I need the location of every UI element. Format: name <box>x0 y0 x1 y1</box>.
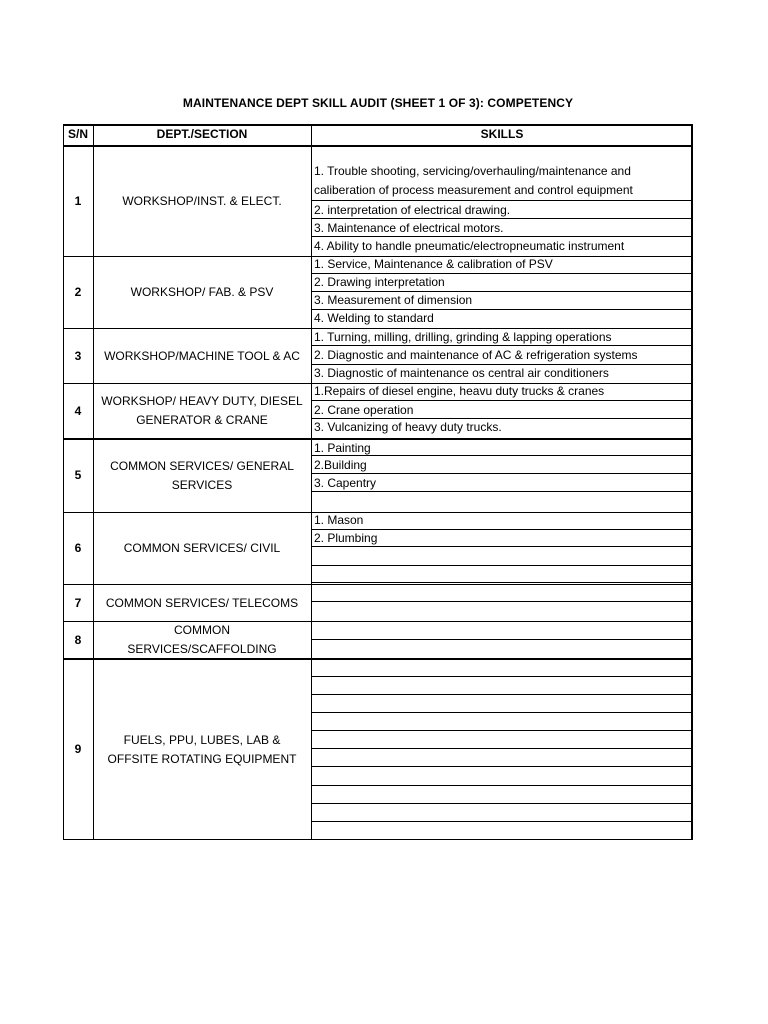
row-8-sn: 8 <box>74 632 82 647</box>
row-1-skill-1: 1. Trouble shooting, servicing/overhauling/maintenance and <box>314 164 631 178</box>
skill-row-divider <box>311 748 693 749</box>
row-4-skill-3: 3. Vulcanizing of heavy duty trucks. <box>314 420 502 434</box>
row-3-skill-1: 1. Turning, milling, drilling, grinding & lapping operations <box>314 330 612 344</box>
skill-row-divider <box>311 821 693 822</box>
skill-row-divider <box>311 676 693 677</box>
row-2-dept: WORKSHOP/ FAB. & PSV <box>130 285 274 299</box>
row-2-sn: 2 <box>74 285 82 299</box>
row-7-sn: 7 <box>74 595 82 610</box>
table-border-right <box>691 124 693 840</box>
skill-row-divider <box>311 766 693 767</box>
skill-audit-table <box>63 124 693 840</box>
row-4-sn: 4 <box>74 403 82 418</box>
row-9-dept: FUELS, PPU, LUBES, LAB & OFFSITE ROTATING EQUIPMENT <box>107 732 297 766</box>
row-4-skill-2: 2. Crane operation <box>314 403 414 417</box>
row-2-skill-4: 4. Welding to standard <box>314 311 434 325</box>
skill-row-divider <box>311 694 693 695</box>
row-1-skill-4: 3. Maintenance of electrical motors. <box>314 221 504 235</box>
row-9-sn: 9 <box>74 742 82 756</box>
row-5-skill-3: 3. Capentry <box>314 476 377 490</box>
row-4-dept: WORKSHOP/ HEAVY DUTY, DIESEL GENERATOR & CRANE <box>101 394 303 427</box>
row-6-sn: 6 <box>74 541 82 555</box>
row-1-skill-3: 2. interpretation of electrical drawing. <box>314 203 511 217</box>
skill-row-divider <box>311 730 693 731</box>
row-1-sn: 1 <box>74 194 82 208</box>
row-3-skill-2: 2. Diagnostic and maintenance of AC & refrigeration systems <box>314 348 638 362</box>
header-dept: DEPT./SECTION <box>156 127 248 141</box>
page-title: MAINTENANCE DEPT SKILL AUDIT (SHEET 1 OF 3): COMPETENCY <box>182 96 574 110</box>
header-sn: S/N <box>67 127 88 141</box>
column-divider-dept <box>311 124 312 840</box>
row-4-skill-1: 1.Repairs of diesel engine, heavu duty trucks & cranes <box>314 384 605 398</box>
skill-row-divider <box>311 582 693 583</box>
row-7-dept: COMMON SERVICES/ TELECOMS <box>105 595 299 610</box>
row-3-sn: 3 <box>74 348 82 363</box>
row-1-skill-2: caliberation of process measurement and control equipment <box>314 183 633 197</box>
row-6-dept: COMMON SERVICES/ CIVIL <box>123 541 281 555</box>
row-2-skill-2: 2. Drawing interpretation <box>314 275 445 289</box>
row-8-dept: COMMON SERVICES/SCAFFOLDING <box>127 623 277 656</box>
skill-row-divider <box>311 803 693 804</box>
skill-row-divider <box>311 785 693 786</box>
row-2-skill-3: 3. Measurement of dimension <box>314 293 473 307</box>
row-2-skill-1: 1. Service, Maintenance & calibration of PSV <box>314 257 553 271</box>
header-skills: SKILLS <box>480 127 524 141</box>
row-5-skill-2: 2.Building <box>314 458 367 472</box>
skill-row-divider <box>311 601 693 602</box>
row-5-sn: 5 <box>74 468 82 482</box>
row-6-skill-1: 1. Mason <box>314 513 364 527</box>
skill-row-divider <box>311 639 693 640</box>
row-3-skill-3: 3. Diagnostic of maintenance os central air conditioners <box>314 366 609 380</box>
row-6-skill-2: 2. Plumbing <box>314 531 378 545</box>
row-3-dept: WORKSHOP/MACHINE TOOL & AC <box>104 348 300 363</box>
skill-row-divider <box>311 565 693 566</box>
skill-row-divider <box>311 712 693 713</box>
row-5-skill-1: 1. Painting <box>314 441 371 455</box>
row-1-skill-5: 4. Ability to handle pneumatic/electropneumatic instrument <box>314 239 625 253</box>
row-1-dept: WORKSHOP/INST. & ELECT. <box>122 194 282 208</box>
row-5-dept: COMMON SERVICES/ GENERAL SERVICES <box>110 458 294 492</box>
